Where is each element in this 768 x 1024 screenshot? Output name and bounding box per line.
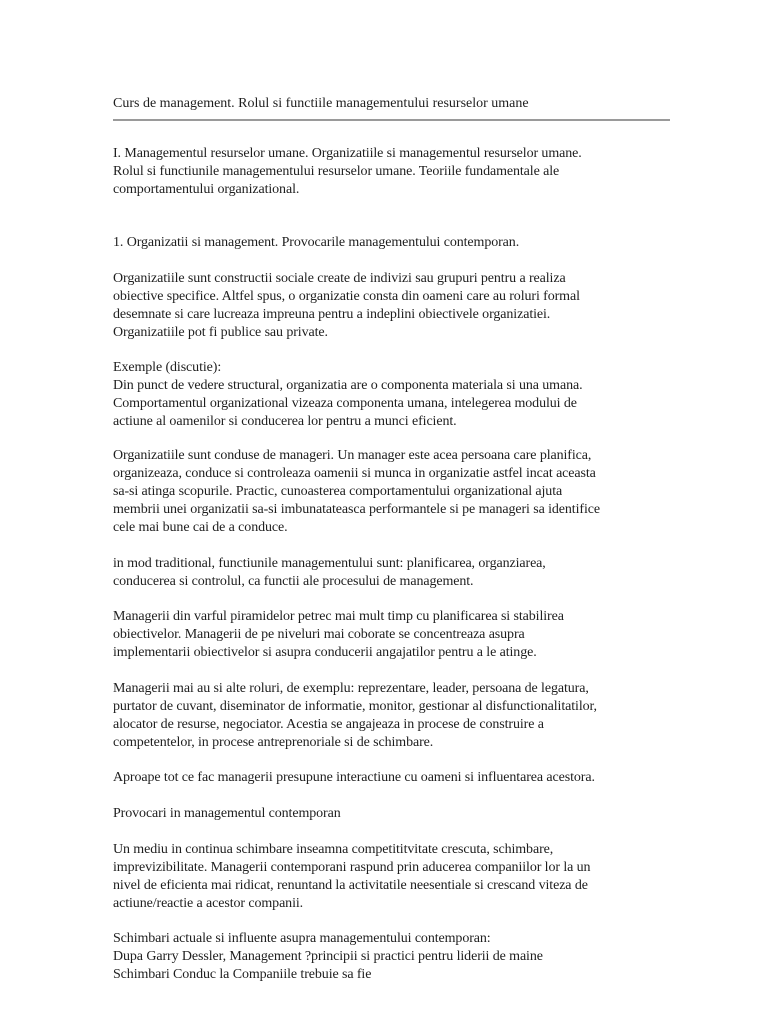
paragraph-top-managers: Managerii din varful piramidelor petrec mai mult timp cu planificarea si stabilirea obiectivelor. Managerii de pe niveluri mai coborate se concentreaza asupra implementarii obiectivelor si asupra conducerii angajatilor pentru a le atinge. bbox=[113, 609, 564, 660]
paragraph-organizations: Organizatiile sunt constructii sociale create de indivizi sau grupuri pentru a realiza obiective specifice. Altfel spus, o organizatie consta din oameni care au roluri formal desemnate si care lucreaza impreuna pentru a indeplini obiectivele organizatiei. Organizatiile pot fi publice sau private. bbox=[113, 271, 580, 340]
intro-paragraph: I. Managementul resurselor umane. Organizatiile si managementul resurselor umane. Rolul si functiunile managementului resurselor umane. Teoriile fundamentale ale comportamentului organizational. bbox=[113, 146, 582, 197]
paragraph-managers: Organizatiile sunt conduse de manageri. Un manager este acea persoana care planifica, organizeaza, conduce si controleaza oamenii si munca in organizatie astfel incat aceasta sa-si atinga scopurile. Practic, cunoasterea comportamentului organizational ajuta membrii unei organizatii sa-si imbunatateasca performantele si pe manageri sa identifice cele mai bune cai de a conduce. bbox=[113, 448, 600, 535]
page-header-title: Curs de management. Rolul si functiile managementului resurselor umane bbox=[113, 96, 529, 111]
subheading-challenges: Provocari in managementul contemporan bbox=[113, 806, 341, 821]
header-divider bbox=[113, 119, 670, 121]
paragraph-examples: Exemple (discutie): Din punct de vedere structural, organizatia are o componenta materiala si una umana. Comportamentul organizational vizeaza componenta umana, intelegerea modului de actiune al oamenilor si conducerea lor pentru a munci eficient. bbox=[113, 360, 583, 429]
paragraph-functions: in mod traditional, functiunile managementului sunt: planificarea, organziarea, conducerea si controlul, ca functii ale procesului de management. bbox=[113, 556, 546, 589]
paragraph-other-roles: Managerii mai au si alte roluri, de exemplu: reprezentare, leader, persoana de legatura, purtator de cuvant, diseminator de informatie, monitor, gestionar al disfunctionalitatilor, alocator de resurse, negociator. Acestia se angajeaza in procese de construire a competentelor, in procese antreprenoriale si de schimbare. bbox=[113, 681, 597, 750]
section-1-heading: 1. Organizatii si management. Provocarile managementului contemporan. bbox=[113, 235, 520, 250]
paragraph-interaction: Aproape tot ce fac managerii presupune interactiune cu oameni si influentarea acestora. bbox=[113, 770, 595, 785]
paragraph-current-changes: Schimbari actuale si influente asupra managementului contemporan: Dupa Garry Dessler, Management ?principii si practici pentru liderii de maine Schimbari Conduc la Companiile trebuie sa fie bbox=[113, 931, 543, 982]
paragraph-changing-environment: Un mediu in continua schimbare inseamna competititvitate crescuta, schimbare, imprevizibilitate. Managerii contemporani raspund prin aducerea companiilor lor la un nivel de eficienta mai ridicat, renuntand la activitatile neesentiale si crescand viteza de actiune/reactie a acestor companii. bbox=[113, 842, 591, 911]
